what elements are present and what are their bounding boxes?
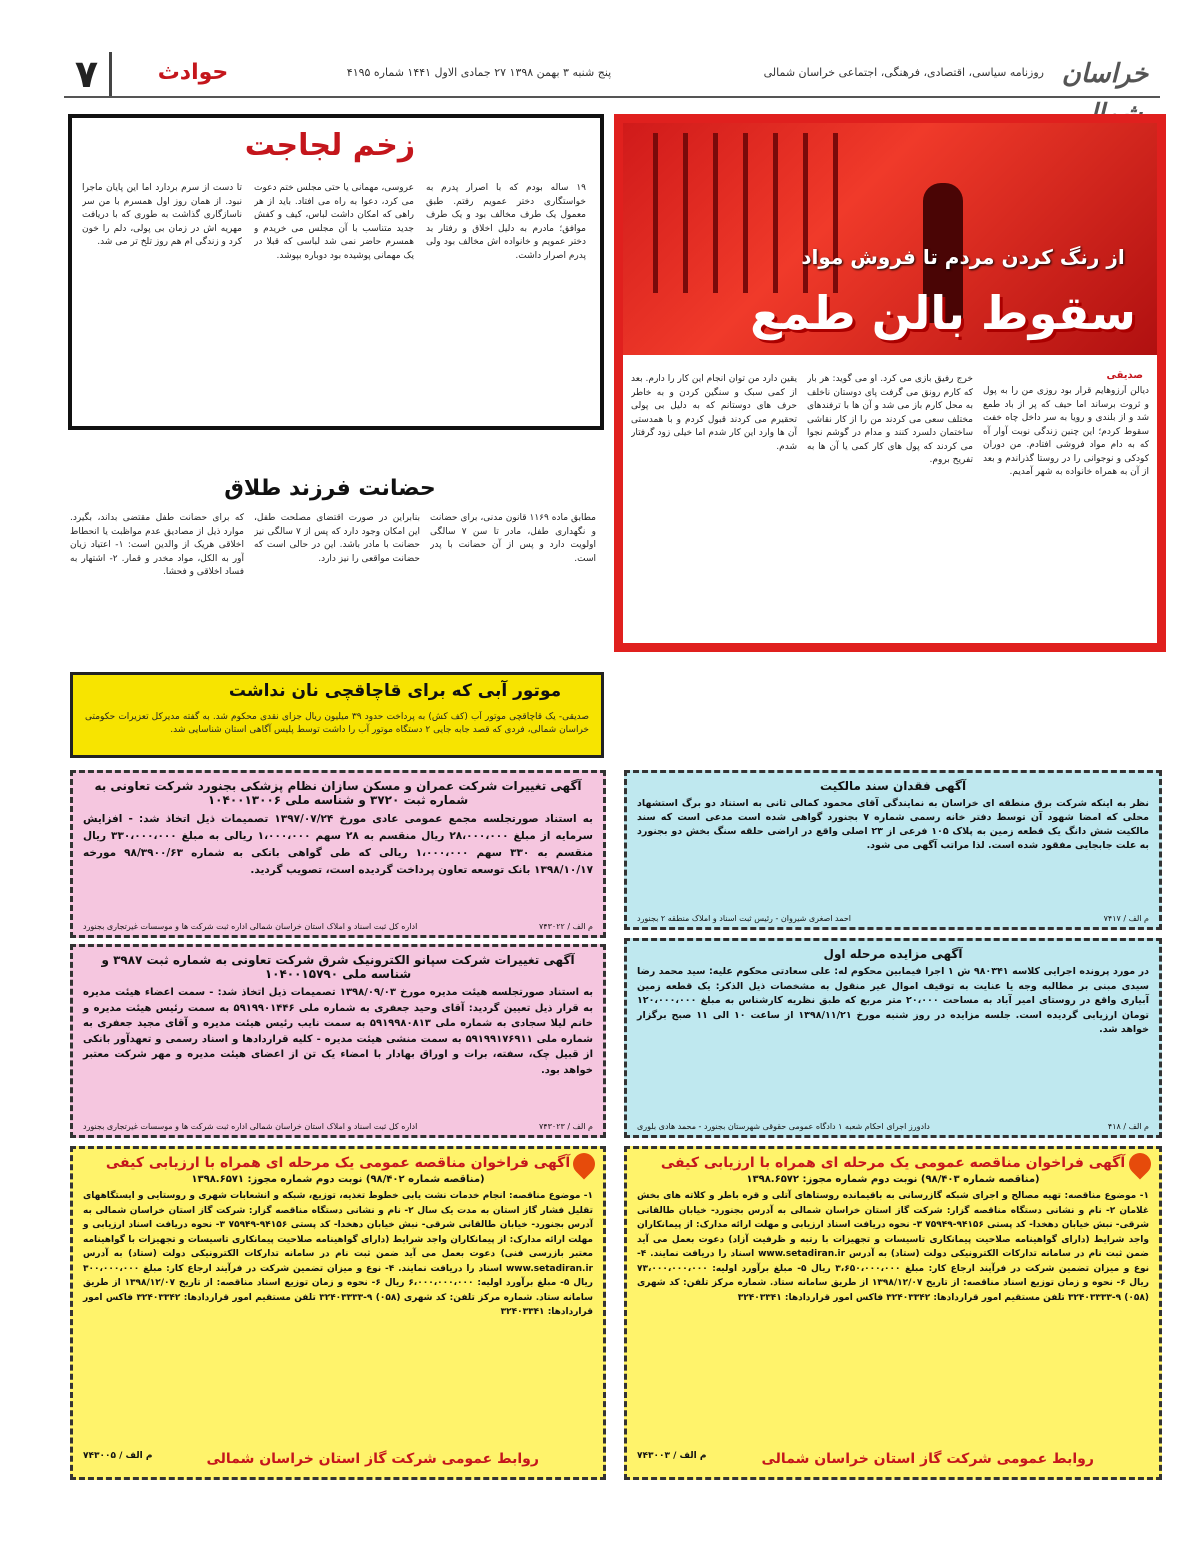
- ad-title: آگهی تغییرات شرکت عمران و مسکن سازان نظام پزشکی بجنورد شرکت تعاونی به شماره ثبت ۳۷۲۰ و شناسه ملی ۱۰۴۰۰۱۳۰۰۶: [94, 779, 582, 807]
- ad-footer: [83, 922, 593, 931]
- feature-article: [614, 114, 1166, 652]
- byline: صدیقی: [1106, 370, 1143, 381]
- ad-office: احمد اصغری شیروان - رئیس ثبت اسناد و املاک منطقه ۲ بجنورد: [637, 914, 851, 923]
- ad-subtitle: (مناقصه شماره ۹۸/۴۰۲) نوبت دوم شماره مجوز: ۱۳۹۸.۶۵۷۱: [191, 1174, 485, 1185]
- feature-column-3: یقین دارد من توان انجام این کار را دارم. بعد از کمی سبک و سنگین کردن و به خاطر حرف های دوستانم که به دلیل بی پولی تحقیرم می کردند قبول کردم و با همدستی آن ها وارد این کار شدم اما خیلی زود گرفتار شدم.: [631, 374, 797, 452]
- ad-title: آگهی مزایده مرحله اول: [823, 947, 963, 961]
- zakhm-title: زخم لجاجت: [244, 128, 416, 163]
- zakhm-column-3: تا دست از سرم بردارد اما این پایان ماجرا نبود. از همان روز اول همسرم با من سر ناسازگاری گذاشت به طوری که با دریافت مهریه اش در زمان بی پولی، دلم را خون کرد و زندگی ام هم روز تلخ تر می شد.: [82, 183, 242, 247]
- ad-subtitle: (مناقصه شماره ۹۸/۴۰۳) نوبت دوم شماره مجوز: ۱۳۹۸.۶۵۷۲: [746, 1174, 1040, 1185]
- ad-title: آگهی تغییرات شرکت سپانو الکترونیک شرق شرکت تعاونی به شماره ثبت ۳۹۸۷ و شناسه ملی ۱۰۴۰۰۱۵۷۹۰: [101, 953, 575, 981]
- newspaper-logo: خراسان: [1061, 59, 1149, 89]
- ad-body: در مورد پرونده اجرایی کلاسه ۹۸۰۳۴۱ ش ۱ اجرا فیمابین محکوم له: علی سعادتی محکوم علیه: سید محمد رضا سیدی مبنی بر مطالبه وجه یا عنایت به توقیف اموال غیر منقول به مشخصات ذیل الذکر: یک قطعه زمین آبیاری واقع در روستای امیر آباد به مساحت ۲۰،۰۰۰ متر مربع که طبق نظریه کارشناس به مبلغ ۱۲۰،۰۰۰،۰۰۰ تومان ارزیابی گردیده است. جلسه مزایده در روز شنبه مورخ ۱۳۹۸/۱۱/۲۱ از ساعت ۱۰ الی ۱۱ صبح برگزار خواهد شد.: [637, 966, 1150, 1035]
- hezanat-column-1: مطابق ماده ۱۱۶۹ قانون مدنی، برای حضانت و نگهداری طفل، مادر تا سن ۷ سالگی اولویت دارد و پس از آن حضانت با پدر است.: [430, 513, 596, 564]
- ad-title: آگهی فراخوان مناقصه عمومی یک مرحله ای همراه با ارزیابی کیفی: [105, 1155, 571, 1171]
- ad-publisher: روابط عمومی شرکت گاز استان خراسان شمالی: [761, 1451, 1094, 1467]
- ad-code: م الف / ۴۱۸: [1107, 1122, 1149, 1131]
- masthead: [64, 52, 1160, 98]
- ad-code: م الف / ۷۴۳۰۰۵: [83, 1451, 153, 1461]
- ad-footer: [83, 1122, 593, 1131]
- ad-signature: [637, 1451, 1149, 1467]
- zakhm-column-2: عروسی، مهمانی یا حتی مجلس ختم دعوت می کرد، دعوا به راه می افتاد. باید از هر راهی که امکان داشت لباس، کیف و کفش جدید متناسب با آن مجلس می خریدم و همسرم حاضر نمی شد لباسی که قبلا در یک مهمانی پوشیده بود دوباره بپوشد.: [254, 183, 414, 261]
- ad-gas-tender-403: [624, 1146, 1162, 1480]
- ad-company-change-1: [70, 770, 606, 938]
- zakhm-article: [68, 114, 604, 430]
- ad-company-change-2: [70, 944, 606, 1138]
- section-title: حوادث: [157, 60, 229, 85]
- feature-column-2: خرج رفیق بازی می کرد. او می گوید: هر بار که کارم رونق می گرفت پای دوستان ناخلف به محل کارم باز می شد و آن ها با ترفندهای مختلف سعی می کردند من را از کار نقاشی ساختمان دلسرد کنند و مدام در گوشم نجوا می کردند که پول های کار کمی یا آن ها به تفریح بروم.: [807, 374, 973, 465]
- brief-body: صدیقی- یک قاچاقچی موتور آب (کف کش) به پرداخت حدود ۳۹ میلیون ریال جزای نقدی محکوم شد. به گفته مدیرکل تعزیرات حکومتی خراسان شمالی، فردی که قصد جابه جایی ۲ دستگاه موتور آب را داشت توسط پلیس آگاهی استان شناسایی شد.: [85, 712, 589, 735]
- ad-code: م الف / ۷۴۱۷: [1103, 914, 1149, 923]
- ad-body: به استناد صورتجلسه مجمع عمومی عادی مورخ ۱۳۹۷/۰۷/۲۴ تصمیمات ذیل اتخاذ شد: - افزایش سرمایه از مبلغ ۲۸،۰۰۰،۰۰۰ ریال منقسم به ۲۸ سهم ۱،۰۰۰،۰۰۰ ریالی به مبلغ ۳۳۰،۰۰۰،۰۰۰ ریال منقسم به ۳۳۰ سهم ۱،۰۰۰،۰۰۰ ریالی که طی گواهی بانکی به شماره ۹۸/۳۹۰۰/۶۳ مورخه ۱۳۹۸/۱۰/۱۷ بانک توسعه تعاون پرداخت گردیده است، تصویب گردید.: [83, 813, 594, 876]
- feature-column-1: دیالن آرزوهایم قرار بود روزی من را به پول و ثروت برساند اما حیف که پر از باد طمع شد و از بلندی و رویا به سر داخل چاه خفت سقوط کردم؛ این چنین زندگی نوبت آوار آه که به دام مواد فروشی افتادم. من دوران کودکی و نوجوانی را در روستا گذراندم و بعد از آن به همراه خانواده به شهر آمدیم.: [983, 386, 1149, 477]
- hezanat-column-2: بنابراین در صورت اقتضای مصلحت طفل، این امکان وجود دارد که پس از ۷ سالگی نیز حضانت با مادر باشد. این در حالی است که حضانت مواقعی را نیز دارد.: [254, 513, 420, 564]
- ad-body: ۱- موضوع مناقصه: تهیه مصالح و اجرای شبکه گازرسانی به باقیمانده روستاهای آتلی و قره باطر و کلاته های بخش غلامان ۲- نام و نشانی دستگاه مناقصه گزار: شرکت گاز استان خراسان شمالی به آدرس بجنورد- خیابان طالقانی شرقی- نبش خیابان دهخدا- کد پستی ۹۴۱۵۶-۷۵۹۴۹ ۳- نحوه دریافت اسناد ارزیابی و مهلت ارائه مدارک: از پیمانکاران واجد شرایط (دارای گواهینامه صلاحیت پیمانکاری تاسیسات و تجهیزات با رتبه و ظرفیت آزاد) دعوت بعمل می آید ضمن ثبت نام در سامانه تدارکات الکترونیکی دولت (ستاد) به آدرس www.setadiran.ir اسناد را دریافت نمایند. ۴- نوع و میزان تضمین شرکت در فرآیند ارجاع کار: مبلغ ۳،۶۵۰،۰۰۰،۰۰۰ ریال ۵- مبلغ برآورد اولیه: ۷۳،۰۰۰،۰۰۰،۰۰۰ ریال ۶- نحوه و زمان توزیع اسناد مناقصه: از تاریخ ۱۳۹۸/۱۲/۰۷ از طریق سامانه ستاد. شماره مرکز تلفن: کد شهری (۰۵۸) ۹-۳۲۴۰۳۳۳۳ تلفن مستقیم امور قراردادها: ۳۲۴۰۳۳۴۲ فاکس امور قراردادها: ۳۲۴۰۳۳۴۱: [637, 1191, 1150, 1303]
- tagline: روزنامه سیاسی، اقتصادی، فرهنگی، اجتماعی خراسان شمالی: [763, 66, 1044, 79]
- ad-signature: [83, 1451, 593, 1467]
- ad-code: م الف / ۷۴۳۰۲۳: [539, 1122, 593, 1131]
- ad-title: آگهی فراخوان مناقصه عمومی یک مرحله ای همراه با ارزیابی کیفی: [660, 1155, 1126, 1171]
- news-brief: [70, 672, 604, 758]
- page-number: ۷: [64, 52, 112, 96]
- ad-office: دادورز اجرای احکام شعبه ۱ دادگاه عمومی حقوقی شهرستان بجنورد - محمد هادی بلوری: [637, 1122, 930, 1131]
- ad-body: ۱- موضوع مناقصه: انجام خدمات نشت یابی خطوط تغذیه، توزیع، شبکه و انشعابات شهری و روستایی و ایستگاههای تقلیل فشار گاز استان به مدت یک سال ۲- نام و نشانی دستگاه مناقصه گزار: شرکت گاز استان خراسان شمالی به آدرس بجنورد- خیابان طالقانی شرقی- نبش خیابان دهخدا- کد پستی ۹۴۱۵۶-۷۵۹۴۹ ۳- نحوه دریافت اسناد ارزیابی و مهلت ارائه مدارک: از پیمانکاران واجد شرایط (دارای گواهینامه صلاحیت پیمانکاری تاسیسات و تجهیزات با گواهینامه معتبر بازرسی فنی) دعوت بعمل می آید ضمن ثبت نام در سامانه تدارکات الکترونیکی دولت (ستاد) به آدرس www.setadiran.ir اسناد را دریافت نمایند. ۴- نوع و میزان تضمین شرکت در فرآیند ارجاع کار: مبلغ ۳۰۰،۰۰۰،۰۰۰ ریال ۵- مبلغ برآورد اولیه: ۶،۰۰۰،۰۰۰،۰۰۰ ریال ۶- نحوه و زمان توزیع اسناد مناقصه: از تاریخ ۱۳۹۸/۱۲/۰۷ از طریق سامانه ستاد. شماره مرکز تلفن: کد شهری (۰۵۸) ۹-۳۲۴۰۳۳۳۳ تلفن مستقیم امور قراردادها: ۳۲۴۰۳۳۴۲ فاکس امور قراردادها: ۳۲۴۰۳۳۴۱: [83, 1191, 594, 1317]
- zakhm-column-1: ۱۹ ساله بودم که با اصرار پدرم به خواستگاری دختر عمویم رفتم. طبق معمول یک طرف مخالف بود و یک طرف موافق؛ مادرم به دلیل اخلاق و رفتار بد دختر عمویم و خانواده اش مخالف بود ولی پدرم اصرار داشت.: [426, 183, 586, 261]
- dateline: پنج شنبه ۳ بهمن ۱۳۹۸ ۲۷ جمادی الاول ۱۴۴۱ شماره ۴۱۹۵: [346, 66, 612, 79]
- ad-code: م الف / ۷۴۳۰۲۲: [539, 922, 593, 931]
- ad-body: به استناد صورتجلسه هیئت مدیره مورخ ۱۳۹۸/۰۹/۰۳ تصمیمات ذیل اتخاذ شد: - سمت اعضاء هیئت مدیره به قرار ذیل تعیین گردید: آقای وحید جعفری به شماره ملی ۵۹۱۹۹۰۱۴۴۶ به سمت رئیس هیئت مدیره و خانم لیلا سجادی به شماره ملی ۵۹۱۹۹۸۰۸۱۳ به سمت نایب رئیس هیئت مدیره و آقای مجید جعفری به شماره ملی ۵۹۱۹۹۱۷۶۹۱۱ به سمت منشی هیئت مدیره - کلیه قراردادها و اسناد رسمی و تعهدآور بانکی از قبیل چک، سفته، برات و اوراق بهادار با امضاء یک تن از اعضای هیئت مدیره و مهر شرکت معتبر خواهد بود.: [83, 987, 594, 1076]
- feature-headline: سقوط بالن طمع: [750, 286, 1136, 340]
- ad-office: اداره کل ثبت اسناد و املاک استان خراسان شمالی اداره ثبت شرکت ها و موسسات غیرتجاری بجنورد: [83, 922, 418, 931]
- ad-lost-deed: [624, 770, 1162, 930]
- ad-footer: [637, 914, 1149, 923]
- ad-office: اداره کل ثبت اسناد و املاک استان خراسان شمالی اداره ثبت شرکت ها و موسسات غیرتجاری بجنورد: [83, 1122, 418, 1131]
- hezanat-column-3: که برای حضانت طفل مقتضی بداند، بگیرد. موارد ذیل از مصادیق عدم مواظبت یا انحطاط اخلاقی هریک از والدین است: ۱- اعتیاد زیان آور به الکل، مواد مخدر و قمار. ۲- اشتهار به فساد اخلاقی و فحشا.: [70, 513, 244, 577]
- ad-body: نظر به اینکه شرکت برق منطقه ای خراسان به نمایندگی آقای محمود کمالی ثانی به استناد دو برگ استشهاد محلی که امضا شهود آن توسط دفتر خانه رسمی شماره ۷ بجنورد گواهی شده است مدعی است که سند مالکیت شش دانگ یک قطعه زمین به پلاک ۱۰۵ فرعی از ۲۳ اصلی واقع در اراضی حلقه سنگ بخش دو بجنورد به علت جابجایی مفقود شده است. لذا مراتب آگهی می شود.: [637, 798, 1149, 851]
- ad-code: م الف / ۷۴۳۰۰۳: [637, 1451, 707, 1461]
- ad-gas-tender-402: [70, 1146, 606, 1480]
- hezanat-title: حضانت فرزند طلاق: [224, 476, 436, 501]
- ad-auction: [624, 938, 1162, 1138]
- brief-title: موتور آبی که برای قاچاقچی نان نداشت: [228, 681, 562, 701]
- ad-title: آگهی فقدان سند مالکیت: [819, 779, 967, 793]
- ad-publisher: روابط عمومی شرکت گاز استان خراسان شمالی: [206, 1451, 539, 1467]
- prison-photo: [623, 123, 1157, 355]
- feature-kicker: از رنگ کردن مردم تا فروش مواد: [801, 245, 1125, 269]
- ad-footer: [637, 1122, 1149, 1131]
